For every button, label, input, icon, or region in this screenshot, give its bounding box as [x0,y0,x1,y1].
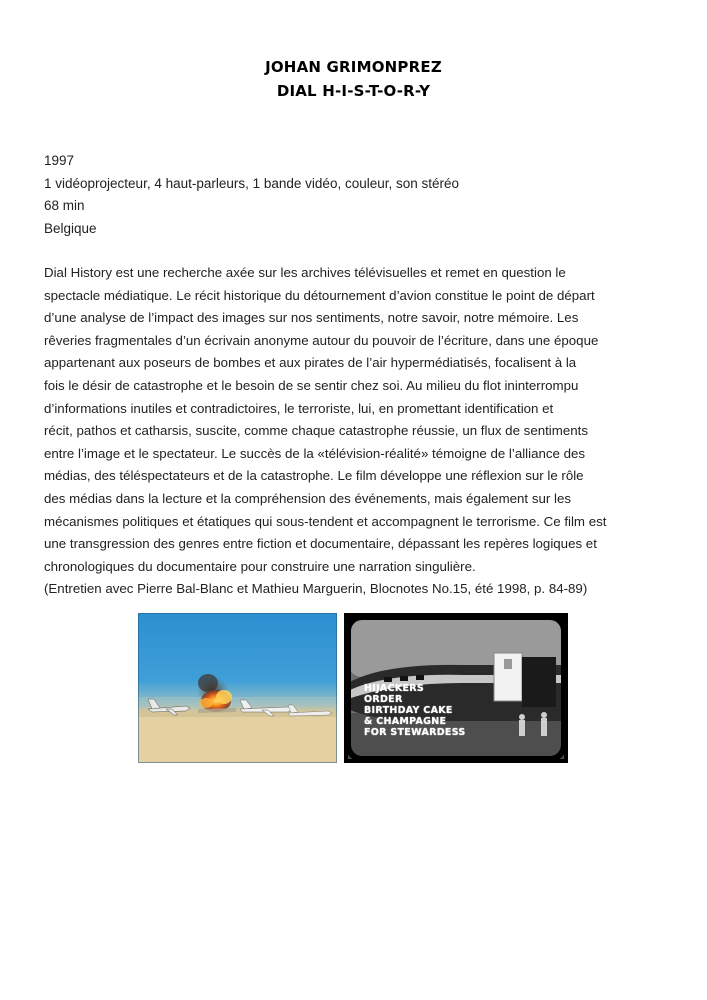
document-header [0,55,707,103]
source-citation: (Entretien avec Pierre Bal-Blanc et Mathieu Marguerin, Blocnotes No.15, été 1998, p. 84-89) [44,581,588,597]
description-line: Dial History est une recherche axée sur les archives télévisuelles et remet en question le [44,265,566,280]
description-line: mécanismes politiques et étatiques qui sous-tendent et accompagnent le terrorisme. Ce film est [44,513,607,529]
description-line: chronologiques du documentaire pour construire une narration singulière. [44,558,476,574]
work-country: Belgique [44,220,97,236]
airfield-explosion-illustration [138,613,337,763]
film-stills [138,613,568,763]
still-airfield-explosion [138,613,337,763]
description-line: médias, des téléspectateurs et de la catastrophe. Le film développe une réflexion sur le rôle [44,468,584,484]
tv-caption-line: ORDER [364,694,403,705]
tv-caption-line: FOR STEWARDESS [364,727,466,738]
work-title: DIAL H-I-S-T-O-R-Y [276,82,431,100]
description-line: spectacle médiatique. Le récit historique du détournement d’avion constitue le point de départ [44,287,595,303]
description-line: fois le désir de catastrophe et le besoin de se sentir chez soi. Au milieu du flot ininterrompu [44,377,579,393]
work-year: 1997 [44,153,75,168]
artist-name: JOHAN GRIMONPREZ [265,58,442,76]
description-line: appartenant aux poseurs de bombes et aux pirates de l’air hypermédiatisés, focalisent à la [44,355,577,371]
work-duration: 68 min [44,198,85,213]
tv-caption [364,683,466,738]
description-line: entre l’image et le spectateur. Le succès de la «télévision-réalité» témoigne de l’alliance des [44,445,586,461]
description-line: d’une analyse de l’impact des images sur nos sentiments, notre savoir, notre mémoire. Les [44,310,579,326]
work-metadata [44,150,664,240]
work-description [44,262,666,601]
description-line: d’informations inutiles et contradictoires, le terroriste, lui, en promettant identification et [44,400,554,416]
still-hijacked-plane [344,613,568,763]
description-line: récit, pathos et catharsis, suscite, comme chaque catastrophe réussie, un flux de sentiments [44,423,588,439]
description-line: des médias dans la lecture et la compréhension des événements, mais également sur les [44,490,571,506]
description-line: une transgression des genres entre fiction et documentaire, dépassant les repères logiques et [44,536,597,552]
description-line: rêveries fragmentales d’un écrivain anonyme autour du pouvoir de l’écriture, dans une époque [44,332,599,348]
tv-caption-line: BIRTHDAY CAKE [364,705,453,716]
tv-caption-line: HIJACKERS [364,683,425,694]
tv-caption-line: & CHAMPAGNE [364,716,447,727]
work-medium: 1 vidéoprojecteur, 4 haut-parleurs, 1 bande vidéo, couleur, son stéréo [44,175,460,191]
